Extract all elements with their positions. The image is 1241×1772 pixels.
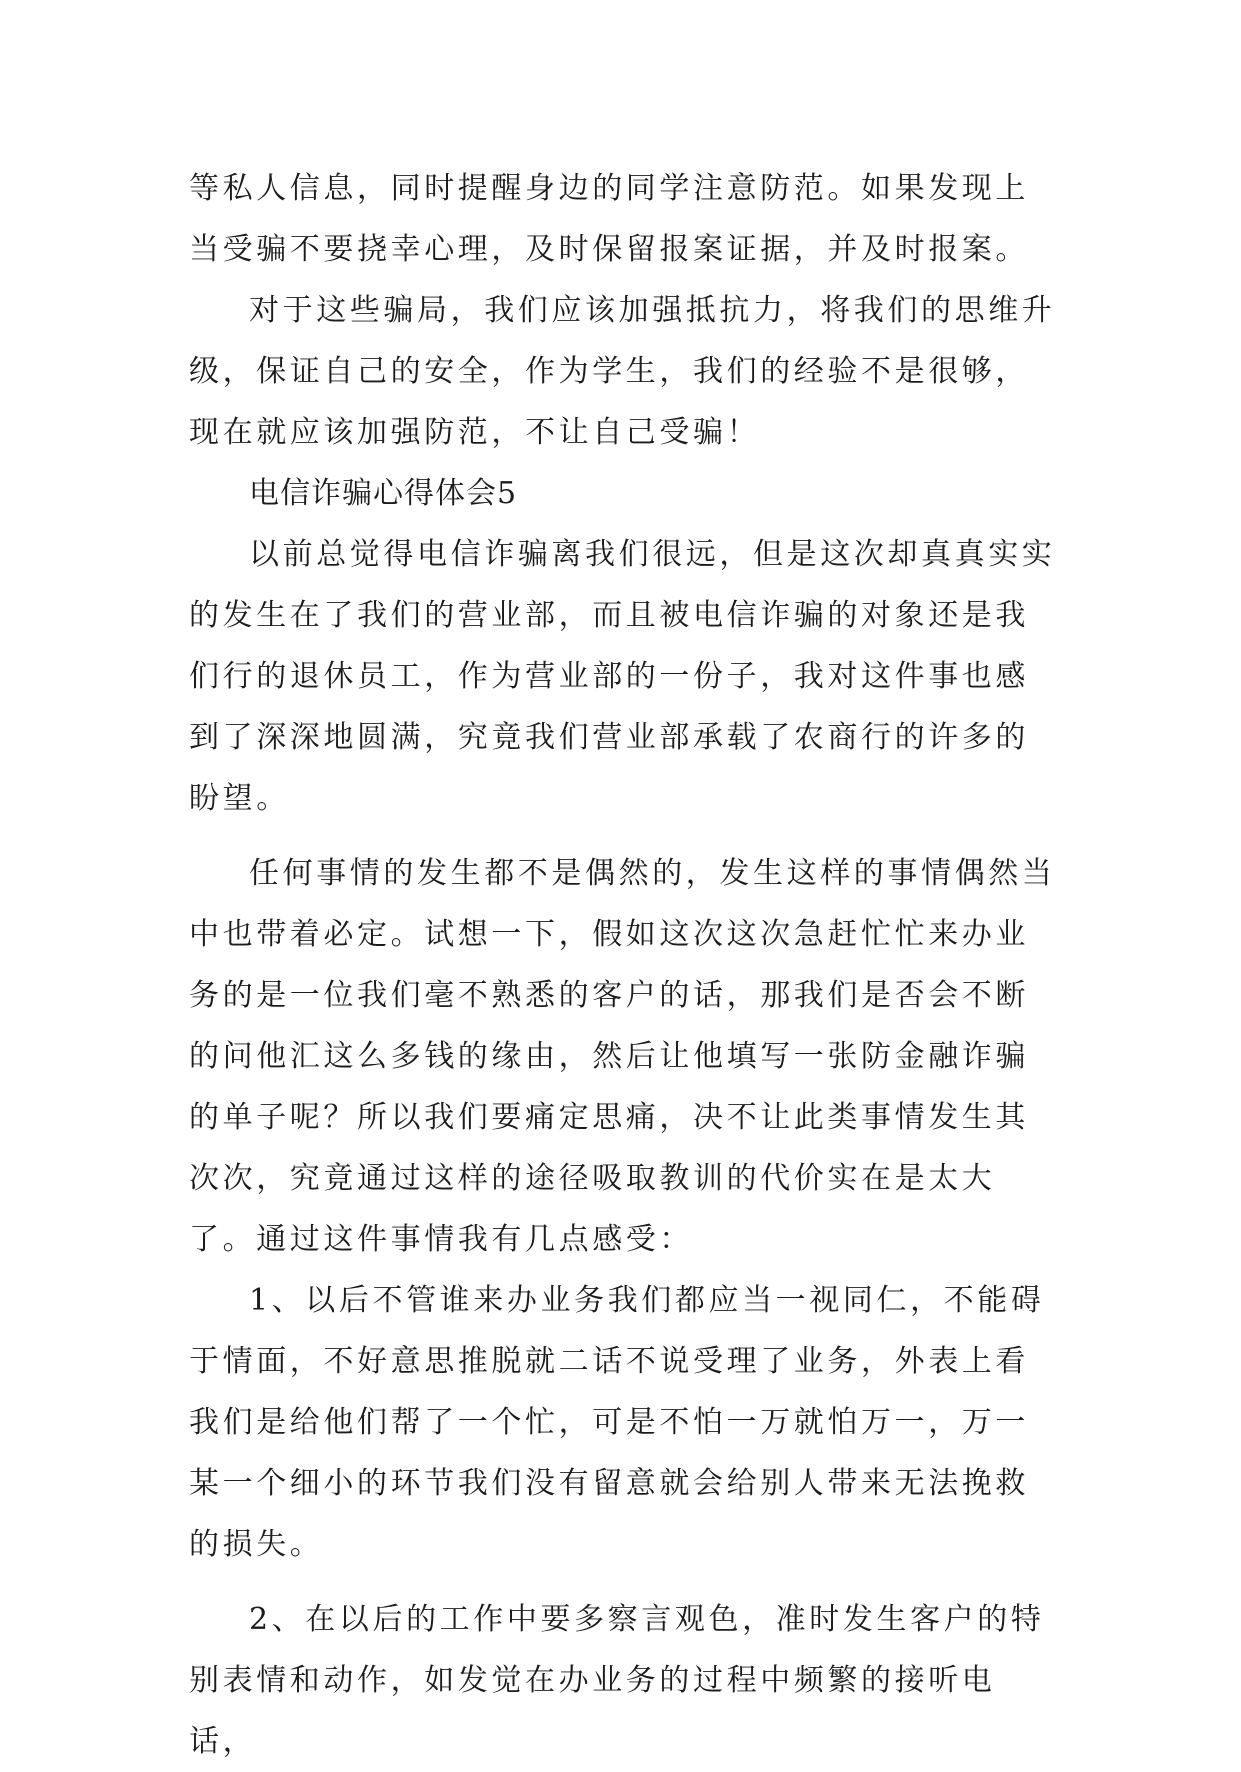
paragraph-resist-fraud: 对于这些骗局，我们应该加强抵抗力，将我们的思维升级，保证自己的安全，作为学生，我们的经验不是很够，现在就应该加强防范，不让自己受骗！ xyxy=(189,293,1056,450)
paragraph-point-2: 2、在以后的工作中要多察言观色，准时发生客户的特别表情和动作，如发觉在办业务的过程中频繁的接听电话， xyxy=(189,1602,1045,1759)
paragraph-point-1: 1、以后不管谁来办业务我们都应当一视同仁，不能碍于情面，不好意思推脱就二话不说受理了业务，外表上看我们是给他们帮了一个忙，可是不怕一万就怕万一，万一某一个细小的环节我们没有留意就会给别人带来无法挽救的损失。 xyxy=(189,1283,1045,1562)
paragraph-continuation: 等私人信息，同时提醒身边的同学注意防范。如果发现上当受骗不要挠幸心理，及时保留报案证据，并及时报案。 xyxy=(189,171,1029,267)
document-body xyxy=(189,158,1059,1772)
paragraph-reflection: 任何事情的发生都不是偶然的，发生这样的事情偶然当中也带着必定。试想一下，假如这次这次急赶忙忙来办业务的是一位我们毫不熟悉的客户的话，那我们是否会不断的问他汇这么多钱的缘由，然后让他填写一张防金融诈骗的单子呢？所以我们要痛定思痛，决不让此类事情发生其次次，究竟通过这样的途径吸取教训的代价实在是太大了。通过这件事情我有几点感受： xyxy=(189,856,1056,1257)
paragraph-intro: 以前总觉得电信诈骗离我们很远，但是这次却真真实实的发生在了我们的营业部，而且被电信诈骗的对象还是我们行的退休员工，作为营业部的一份子，我对这件事也感到了深深地圆满，究竟我们营业部承载了农商行的许多的盼望。 xyxy=(189,537,1056,816)
section-heading: 电信诈骗心得体会5 xyxy=(249,476,518,511)
